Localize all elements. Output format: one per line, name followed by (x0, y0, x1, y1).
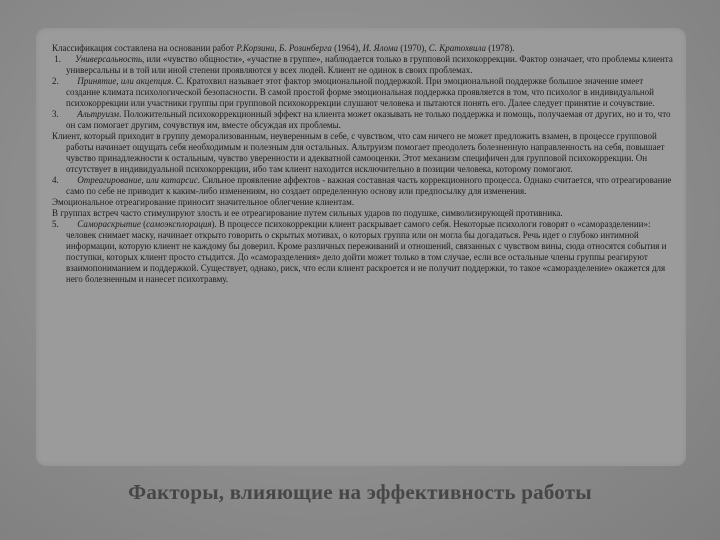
groups-text: В группах встреч часто стимулируют злость и ее отреагирование путем сильных ударов по подушке, символизирующей противника. (52, 208, 563, 218)
list-item (52, 76, 678, 109)
list-item (52, 219, 678, 285)
intro-authors: Р.Корзини, Б. Розинберга (236, 43, 332, 53)
intro-author-3: С. Кратохвила (428, 43, 486, 53)
item-number: 4. (52, 175, 59, 185)
item-term: Универсальность (75, 54, 143, 64)
list-item (52, 54, 678, 76)
groups-paragraph (52, 208, 678, 219)
item-paren: ( (140, 219, 147, 229)
item-term: Альтруизм (77, 109, 120, 119)
intro-year-1: (1964), (331, 43, 363, 53)
item-number: 2. (52, 76, 59, 86)
item-text: . Положительный психокоррекционный эффект на клиента может оказывать не только поддержка и помощь, получаемая от других, но и то, что он сам помогает другим, сочувствуя им, вместе обсуждая их проблемы. (66, 109, 671, 130)
item-number: 1. (54, 54, 61, 64)
item-term: Принятие, или акцепция (77, 76, 172, 86)
item-term: Самораскрытие (77, 219, 141, 229)
body-text (52, 43, 678, 285)
intro-author-2: И. Ялома (362, 43, 399, 53)
item-number: 3. (52, 109, 59, 119)
intro-paragraph (52, 43, 678, 54)
item-text: , или «чувство общности», «участие в группе», наблюдается только в групповой психокоррекции. Фактор означает, что проблемы клиента универсальны и в той или иной степени проявляются у всех людей. Клиент не одинок в своих проблемах. (66, 54, 673, 75)
item-term-2: самоэксплорация (146, 219, 212, 229)
intro-text: Классификация составлена на основании работ (52, 43, 237, 53)
altruism-paragraph (52, 131, 678, 175)
altruism-text: Клиент, который приходит в группу деморализованным, неуверенным в себе, с чувством, что сам ничего не может предложить взамен, в процессе групповой работы начинает ощущать себя необходимым и полезным для остальных. Альтруизм помогает преодолеть болезненную направленность на себя, повышает чувство принадлежности к остальным, чувство уверенности и адекватной самооценки. Этот механизм специфичен для групповой психокоррекции. Он отсутствует в индивидуальной психокоррекции, ибо там клиент находится исключительно в позиции человека, которому помогают. (52, 131, 665, 174)
item-text: ). В процессе психокоррекции клиент раскрывает самого себя. Некоторые психологи говорят о «саморазделении»: человек снимает маску, начинает открыто говорить о скрытых мотивах, о которых группа или он могла бы догадаться. Речь идет о глубоко интимной информации, которую клиент не каждому бы доверил. Кроме различных переживаний и отношений, связанных с чувством вины, сюда относятся события и поступки, которых клиент просто стыдится. До «саморазделения» дело дойти может только в том случае, если все остальные члены группы реагируют взаимопониманием и поддержкой. Существует, однако, риск, что если клиент раскроется и не получит поддержки, то такое «саморазделение» окажется для него болезненным и нанесет психотравму. (66, 219, 667, 284)
list-item (52, 109, 678, 131)
emotional-paragraph (52, 197, 678, 208)
item-text: . С. Кратохвил называет этот фактор эмоциональной поддержкой. При эмоциональной поддержке большое значение имеет создание климата психологической безопасности. В самой простой форме эмоциональная поддержка проявляется в том, что психолог в индивидуальной психокоррекции или участники группы при групповой психокоррекции слушают человека и пытаются понять его. Далее следует принятие и сочувствие. (66, 76, 655, 108)
emotional-text: Эмоциональное отреагирование приносит значительное облегчение клиентам. (52, 197, 355, 207)
item-term: Отреагирование, или катарсис (77, 175, 198, 185)
slide-title: Факторы, влияющие на эффективность работы (128, 480, 592, 504)
item-number: 5. (52, 219, 59, 229)
list-item (52, 175, 678, 197)
item-text: . Сильное проявление аффектов - важная составная часть коррекционного процесса. Однако считается, что отреагирование само по себе не приводит к каким-либо изменениям, но создает определенную основу или предпосылку для изменения. (66, 175, 672, 196)
intro-year-3: (1978). (486, 43, 515, 53)
intro-year-2: (1970), (398, 43, 429, 53)
